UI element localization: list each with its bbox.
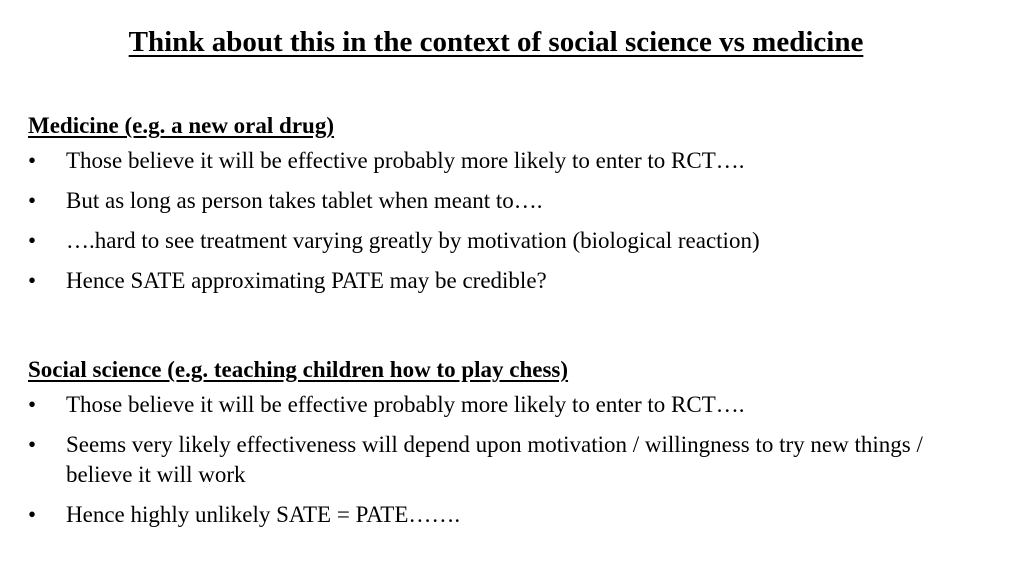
social-science-section bbox=[28, 356, 988, 540]
medicine-bullet-item bbox=[28, 226, 988, 256]
bullet-text: Seems very likely effectiveness will depend upon motivation / willingness to try new things / believe it will work bbox=[66, 432, 923, 487]
social-science-bullet-item bbox=[28, 390, 988, 420]
bullet-icon: • bbox=[28, 228, 37, 253]
bullet-text: But as long as person takes tablet when meant to…. bbox=[66, 188, 543, 213]
bullet-text: Those believe it will be effective probably more likely to enter to RCT…. bbox=[66, 392, 745, 417]
bullet-icon: • bbox=[28, 502, 37, 527]
bullet-icon: • bbox=[28, 268, 37, 293]
medicine-bullet-item bbox=[28, 186, 988, 216]
social-science-heading: Social science (e.g. teaching children how to play chess) bbox=[28, 357, 569, 382]
bullet-text: Hence highly unlikely SATE = PATE……. bbox=[66, 502, 461, 527]
bullet-text: ….hard to see treatment varying greatly by motivation (biological reaction) bbox=[66, 228, 760, 253]
bullet-icon: • bbox=[28, 432, 37, 457]
medicine-bullet-item bbox=[28, 266, 988, 296]
social-science-bullet-item bbox=[28, 430, 988, 490]
medicine-bullet-list bbox=[28, 146, 988, 296]
social-science-bullet-list bbox=[28, 390, 988, 530]
medicine-bullet-item bbox=[28, 146, 988, 176]
medicine-heading: Medicine (e.g. a new oral drug) bbox=[28, 113, 334, 138]
bullet-icon: • bbox=[28, 392, 37, 417]
bullet-icon: • bbox=[28, 188, 37, 213]
slide-title: Think about this in the context of social science vs medicine bbox=[128, 26, 864, 58]
bullet-text: Hence SATE approximating PATE may be credible? bbox=[66, 268, 547, 293]
medicine-section bbox=[28, 112, 988, 306]
social-science-bullet-item bbox=[28, 500, 988, 530]
bullet-icon: • bbox=[28, 148, 37, 173]
bullet-text: Those believe it will be effective probably more likely to enter to RCT…. bbox=[66, 148, 745, 173]
